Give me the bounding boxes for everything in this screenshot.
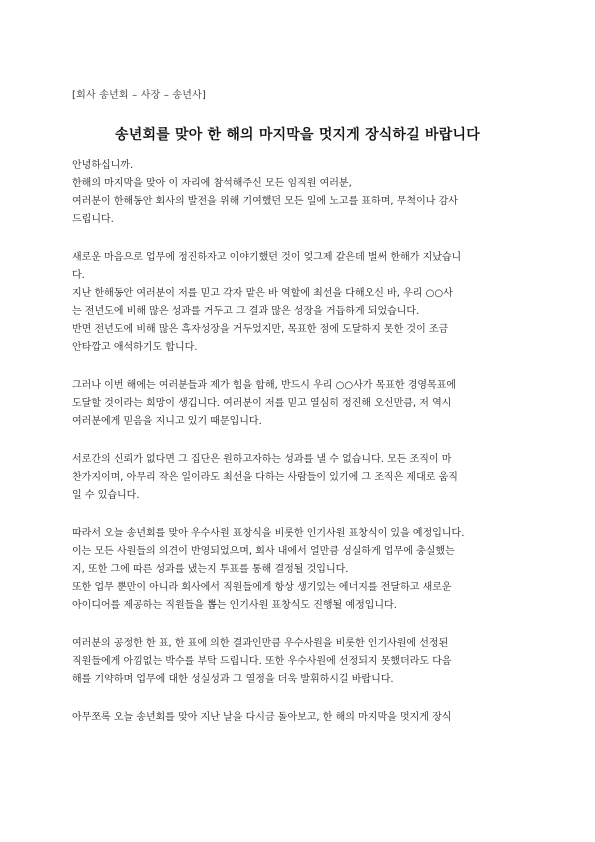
paragraph-line: 또한 업무 뿐만이 아니라 회사에서 직원들에게 항상 생기있는 에너지를 전달하고 새로운 bbox=[72, 582, 452, 593]
paragraph-line: 드립니다. bbox=[72, 214, 114, 225]
paragraph-line: 는 전년도에 비해 많은 성과를 거두고 그 결과 많은 성장을 거듭하게 되었습니다. bbox=[72, 306, 420, 317]
paragraph-line: 아이디어를 제공하는 직원들을 뽑는 인기사원 표창식도 진행될 예정입니다. bbox=[72, 600, 397, 611]
paragraph-line: 이는 모든 사원들의 의견이 반영되었으며, 회사 내에서 얼만큼 성실하게 업무에 충실했는 bbox=[72, 546, 455, 557]
paragraph bbox=[72, 635, 530, 689]
paragraph bbox=[72, 451, 530, 505]
paragraph-line: 그러나 이번 해에는 여러분들과 제가 힘을 합해, 반드시 우리 ○○사가 목표한 경영목표에 bbox=[72, 380, 457, 391]
paragraph-line: 반면 전년도에 비해 많은 흑자성장을 거두었지만, 목표한 점에 도달하지 못한 것이 조금 bbox=[72, 324, 449, 335]
document-title: 송년회를 맞아 한 해의 마지막을 멋지게 장식하길 바랍니다 bbox=[115, 127, 480, 143]
paragraph-line: 안녕하십니까. bbox=[72, 160, 134, 171]
document-body bbox=[72, 157, 530, 747]
paragraph bbox=[72, 525, 530, 615]
paragraph-line: 서로간의 신뢰가 없다면 그 집단은 원하고자하는 성과를 낼 수 없습니다. 모든 조직이 마 bbox=[72, 454, 452, 465]
paragraph-line: 여러분이 한해동안 회사의 발전을 위해 기여했던 모든 일에 노고를 표하며, 무척이나 감사 bbox=[72, 196, 458, 207]
paragraph-line: 지, 또한 그에 따른 성과를 냈는지 투표를 통해 결정될 것입니다. bbox=[72, 564, 349, 575]
paragraph-line: 한해의 마지막을 맞아 이 자리에 참석해주신 모든 임직원 여러분, bbox=[72, 178, 352, 189]
paragraph-line: 도달할 것이라는 희망이 생깁니다. 여러분이 저를 믿고 열심히 정진해 오신만큼, 저 역시 bbox=[72, 398, 452, 409]
paragraph bbox=[72, 157, 530, 229]
document-header: [회사 송년회 – 사장 – 송년사] bbox=[72, 90, 207, 101]
paragraph-line: 따라서 오늘 송년회를 맞아 우수사원 표창식을 비롯한 인기사원 표창식이 있을 예정입니다. bbox=[72, 528, 465, 539]
paragraph-line: 해를 기약하며 업무에 대한 성실성과 그 열정을 더욱 발휘하시길 바랍니다. bbox=[72, 674, 394, 685]
paragraph bbox=[72, 709, 530, 727]
paragraph bbox=[72, 249, 530, 357]
paragraph-line: 여러분에게 믿음을 지니고 있기 때문입니다. bbox=[72, 416, 262, 427]
paragraph-line: 새로운 마음으로 업무에 정진하자고 이야기했던 것이 엊그제 같은데 벌써 한해가 지났습니 bbox=[72, 252, 462, 263]
paragraph-line: 직원들에게 아낌없는 박수를 부탁 드립니다. 또한 우수사원에 선정되지 못했더라도 다음 bbox=[72, 656, 452, 667]
paragraph-line: 여러분의 공정한 한 표, 한 표에 의한 결과인만큼 우수사원을 비롯한 인기사원에 선정된 bbox=[72, 638, 449, 649]
paragraph-line: 안타깝고 애석하기도 합니다. bbox=[72, 342, 198, 353]
paragraph-line: 아무쪼록 오늘 송년회를 맞아 지난 날을 다시금 돌아보고, 한 해의 마지막을 멋지게 장식 bbox=[72, 712, 452, 723]
paragraph-line: 다. bbox=[72, 270, 85, 281]
paragraph-line: 일 수 있습니다. bbox=[72, 490, 140, 501]
paragraph-line: 지난 한해동안 여러분이 저를 믿고 각자 맡은 바 역할에 최선을 다해오신 바, 우리 ○○사 bbox=[72, 288, 453, 299]
paragraph-line: 찬가지이며, 아무리 작은 일이라도 최선을 다하는 사람들이 있기에 그 조직은 제대로 움직 bbox=[72, 472, 458, 483]
paragraph bbox=[72, 377, 530, 431]
